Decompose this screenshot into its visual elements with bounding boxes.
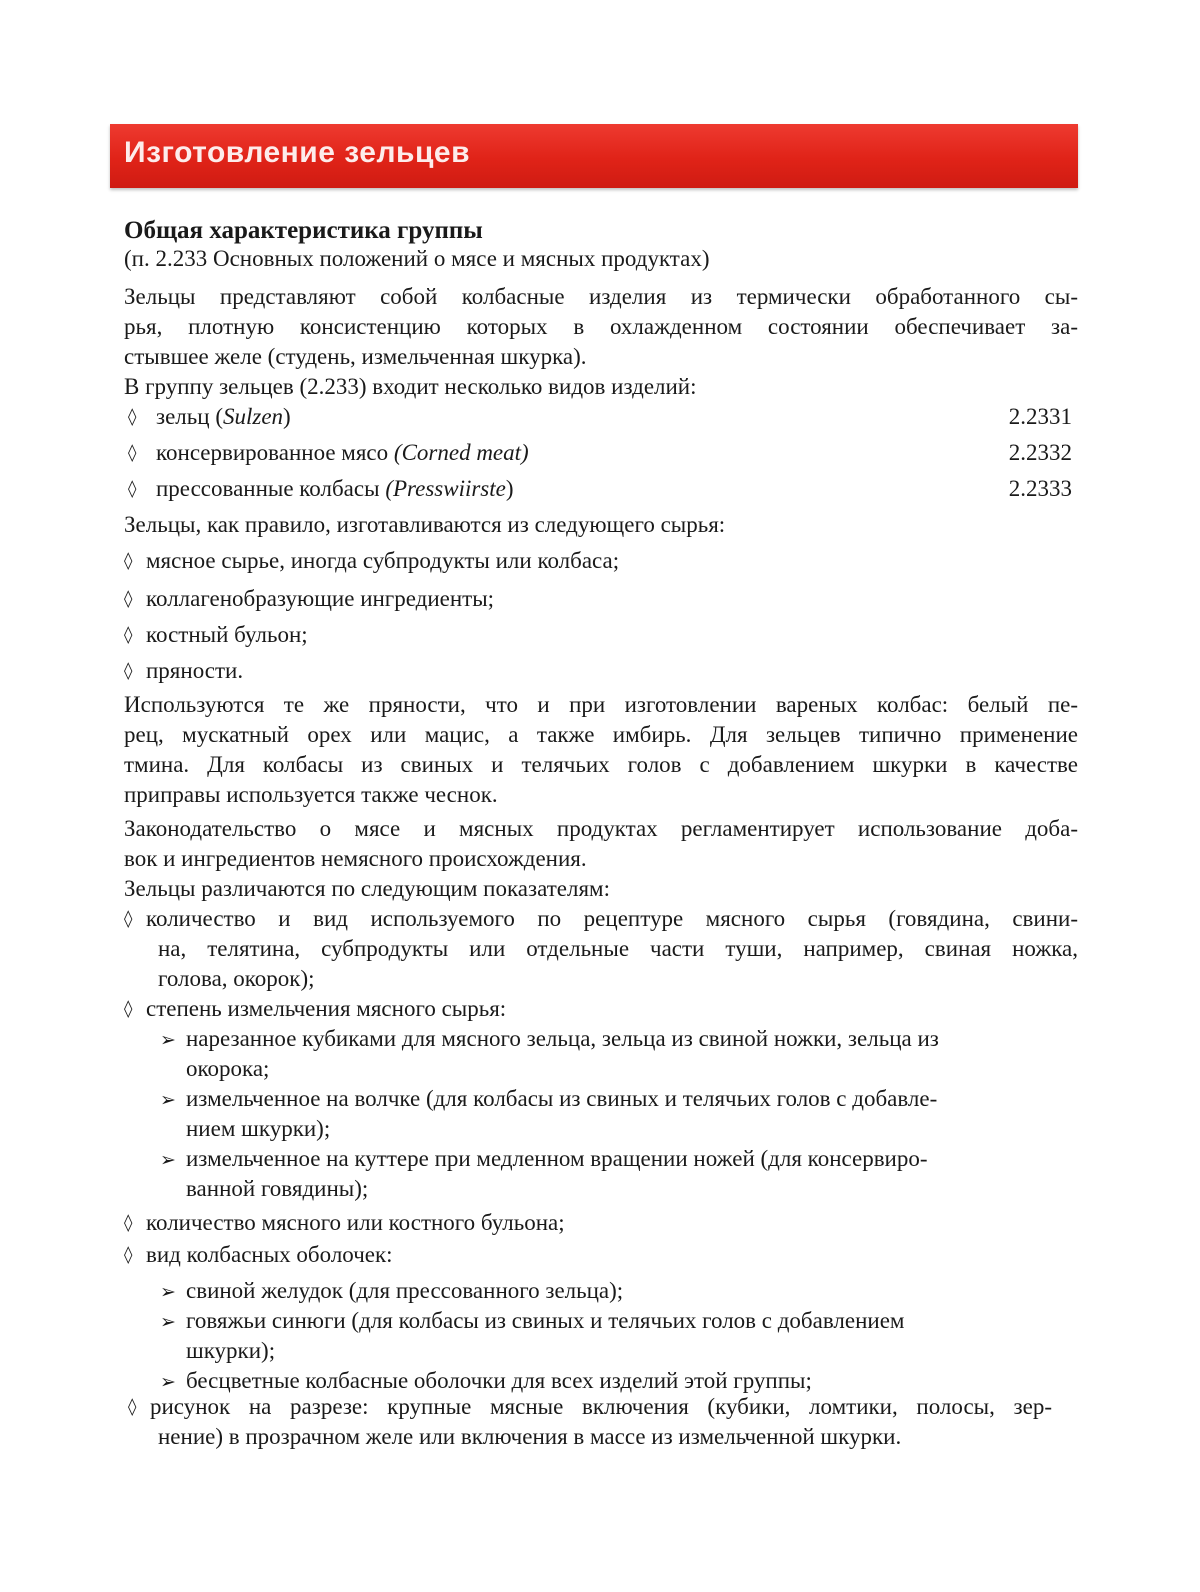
sub-item: ➢ бесцветные колбасные оболочки для всех изделий этой группы; <box>160 1366 812 1397</box>
difference-item-4: ◊ вид колбасных оболочек: <box>124 1240 393 1270</box>
diamond-bullet-icon: ◊ <box>128 479 137 499</box>
raw-item: ◊ мясное сырье, иногда субпродукты или колбаса; <box>124 546 619 576</box>
product-item: ◊ прессованные колбасы (Presswiirste) <box>128 474 514 504</box>
section-reference: (п. 2.233 Основных положений о мясе и мясных продуктах) <box>124 246 710 271</box>
product-code: 2.2331 <box>1008 404 1072 429</box>
sub-item-cont: нием шкурки); <box>186 1116 331 1141</box>
arrow-bullet-icon: ➢ <box>160 1149 176 1171</box>
intro-line-1: Зельцы представляют собой колбасные изделия из термически обработанного сы- <box>124 284 1078 309</box>
arrow-bullet-icon: ➢ <box>160 1371 176 1393</box>
sub-item-cont: шкурки); <box>186 1338 276 1363</box>
difference-item-2: ◊ степень измельчения мясного сырья: <box>124 994 506 1024</box>
product-code: 2.2333 <box>1008 476 1072 501</box>
sub-item: ➢ свиной желудок (для прессованного зельца); <box>160 1276 623 1307</box>
sub-item-cont: ванной говядины); <box>186 1176 369 1201</box>
arrow-bullet-icon: ➢ <box>160 1311 176 1333</box>
diamond-bullet-icon: ◊ <box>124 1245 133 1265</box>
section-banner <box>110 124 1078 188</box>
spices-line-3: тмина. Для колбасы из свиных и телячьих голов с добавлением шкурки в качестве <box>124 752 1078 777</box>
diamond-bullet-icon: ◊ <box>128 1397 137 1417</box>
legislation-line-2: вок и ингредиентов немясного происхождения. <box>124 846 587 871</box>
raw-item: ◊ костный бульон; <box>124 620 308 650</box>
difference-item-5-cont: нение) в прозрачном желе или включения в массе из измельченной шкурки. <box>158 1424 902 1449</box>
sub-item: ➢ нарезанное кубиками для мясного зельца, зельца из свиной ножки, зельца из <box>160 1024 939 1055</box>
difference-item-1-cont: голова, окорок); <box>158 966 315 991</box>
raw-intro: Зельцы, как правило, изготавливаются из следующего сырья: <box>124 512 726 537</box>
banner-title: Изготовление зельцев <box>124 136 471 169</box>
raw-item: ◊ пряности. <box>124 656 243 686</box>
intro-line-2: рья, плотную консистенцию которых в охлажденном состоянии обеспечивает за- <box>124 314 1078 339</box>
sub-item: ➢ измельченное на куттере при медленном вращении ножей (для консервиро- <box>160 1144 928 1175</box>
raw-item: ◊ коллагенобразующие ингредиенты; <box>124 584 494 614</box>
sub-item: ➢ измельченное на волчке (для колбасы из свиных и телячьих голов с добавле- <box>160 1084 937 1115</box>
diamond-bullet-icon: ◊ <box>128 443 137 463</box>
product-item: ◊ консервированное мясо (Corned meat) <box>128 438 529 468</box>
arrow-bullet-icon: ➢ <box>160 1029 176 1051</box>
arrow-bullet-icon: ➢ <box>160 1089 176 1111</box>
difference-item-1-cont: на, телятина, субпродукты или отдельные части туши, например, свиная ножка, <box>158 936 1078 961</box>
spices-line-4: приправы используется также чеснок. <box>124 782 498 807</box>
diamond-bullet-icon: ◊ <box>124 589 133 609</box>
diamond-bullet-icon: ◊ <box>124 999 133 1019</box>
diamond-bullet-icon: ◊ <box>124 1213 133 1233</box>
sub-item-cont: окорока; <box>186 1056 270 1081</box>
diamond-bullet-icon: ◊ <box>124 909 133 929</box>
spices-line-2: рец, мускатный орех или мацис, а также имбирь. Для зельцев типично применение <box>124 722 1078 747</box>
diamond-bullet-icon: ◊ <box>124 551 133 571</box>
diamond-bullet-icon: ◊ <box>128 407 137 427</box>
product-item: ◊ зельц (Sulzen) <box>128 402 291 432</box>
spices-line-1: Используются те же пряности, что и при изготовлении вареных колбас: белый пе- <box>124 692 1078 717</box>
difference-item-1: ◊ количество и вид используемого по рецептуре мясного сырья (говядина, свини- <box>124 904 1078 934</box>
intro-line-3: стывшее желе (студень, измельченная шкурка). <box>124 344 587 369</box>
difference-item-3: ◊ количество мясного или костного бульона; <box>124 1208 565 1238</box>
sub-item: ➢ говяжьи синюги (для колбасы из свиных и телячьих голов с добавлением <box>160 1306 904 1337</box>
section-heading: Общая характеристика группы <box>124 217 483 244</box>
arrow-bullet-icon: ➢ <box>160 1281 176 1303</box>
differences-intro: Зельцы различаются по следующим показателям: <box>124 876 610 901</box>
group-line: В группу зельцев (2.233) входит несколько видов изделий: <box>124 374 697 399</box>
diamond-bullet-icon: ◊ <box>124 625 133 645</box>
product-code: 2.2332 <box>1008 440 1072 465</box>
legislation-line-1: Законодательство о мясе и мясных продуктах регламентирует использование доба- <box>124 816 1078 841</box>
difference-item-5: ◊ рисунок на разрезе: крупные мясные включения (кубики, ломтики, полосы, зер- <box>128 1392 1052 1422</box>
diamond-bullet-icon: ◊ <box>124 661 133 681</box>
